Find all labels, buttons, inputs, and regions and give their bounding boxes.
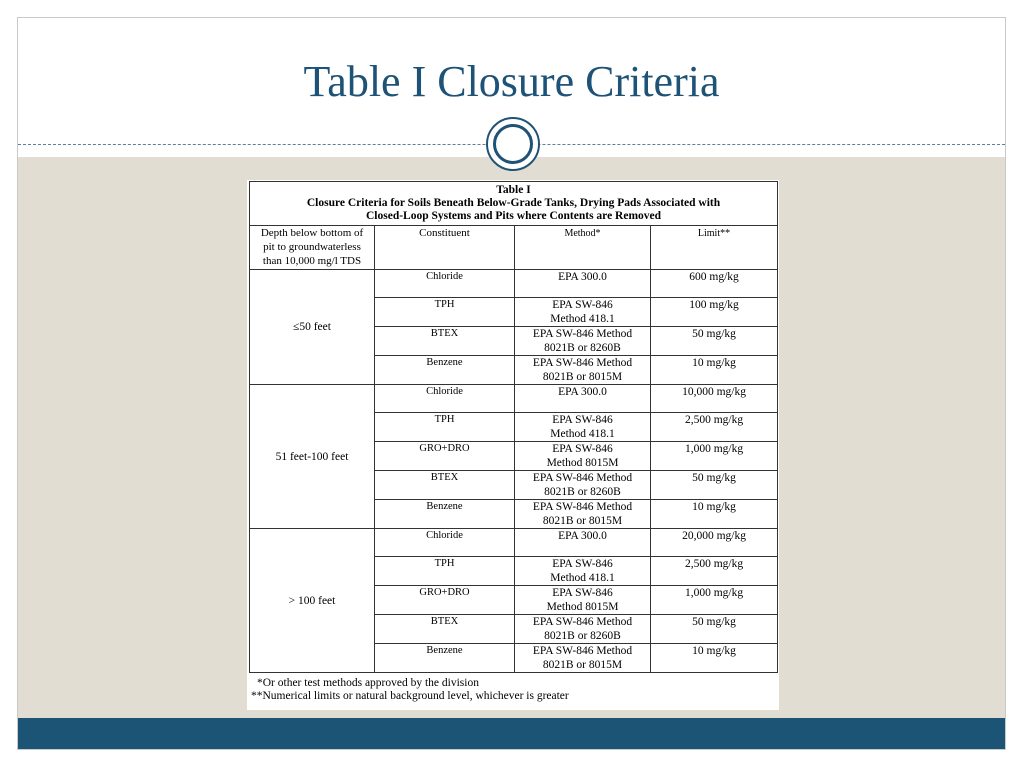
method-cell: EPA SW-846 Method 418.1 (515, 298, 651, 327)
method-cell: EPA SW-846 Method 8021B or 8015M (515, 356, 651, 385)
table-row (250, 385, 778, 413)
method-cell: EPA 300.0 (515, 385, 651, 413)
constituent-cell: TPH (375, 413, 515, 442)
limit-cell: 10,000 mg/kg (651, 385, 778, 413)
constituent-cell: Benzene (375, 356, 515, 385)
depth-cell: 51 feet-100 feet (250, 385, 375, 529)
limit-header: Limit** (651, 226, 778, 270)
constituent-header: Constituent (375, 226, 515, 270)
slide-title: Table I Closure Criteria (303, 57, 720, 106)
method-cell: EPA SW-846 Method 8021B or 8015M (515, 500, 651, 529)
constituent-cell: Chloride (375, 270, 515, 298)
limit-cell: 1,000 mg/kg (651, 442, 778, 471)
constituent-cell: Chloride (375, 529, 515, 557)
table-row (250, 529, 778, 557)
limit-cell: 20,000 mg/kg (651, 529, 778, 557)
constituent-cell: Benzene (375, 500, 515, 529)
method-cell: EPA SW-846 Method 8021B or 8260B (515, 471, 651, 500)
method-cell: EPA SW-846 Method 8015M (515, 442, 651, 471)
slide (17, 17, 1006, 750)
limit-cell: 50 mg/kg (651, 471, 778, 500)
table-row (250, 270, 778, 298)
limit-cell: 1,000 mg/kg (651, 586, 778, 615)
limit-cell: 600 mg/kg (651, 270, 778, 298)
limit-cell: 50 mg/kg (651, 615, 778, 644)
constituent-cell: TPH (375, 557, 515, 586)
constituent-cell: Benzene (375, 644, 515, 673)
table-image (247, 180, 779, 710)
divider-circle-ornament (486, 117, 540, 171)
method-cell: EPA 300.0 (515, 529, 651, 557)
depth-header: Depth below bottom of pit to groundwaterless than 10,000 mg/l TDS (250, 226, 375, 270)
method-cell: EPA SW-846 Method 418.1 (515, 557, 651, 586)
limit-cell: 2,500 mg/kg (651, 413, 778, 442)
constituent-cell: BTEX (375, 615, 515, 644)
limit-cell: 100 mg/kg (651, 298, 778, 327)
constituent-cell: GRO+DRO (375, 586, 515, 615)
footer-bar (18, 718, 1005, 750)
limit-cell: 10 mg/kg (651, 356, 778, 385)
footnote-method: *Or other test methods approved by the division (257, 677, 479, 689)
footnote-limit: **Numerical limits or natural background level, whichever is greater (251, 690, 569, 702)
constituent-cell: Chloride (375, 385, 515, 413)
method-cell: EPA SW-846 Method 418.1 (515, 413, 651, 442)
limit-cell: 10 mg/kg (651, 500, 778, 529)
depth-cell: > 100 feet (250, 529, 375, 673)
method-cell: EPA SW-846 Method 8021B or 8015M (515, 644, 651, 673)
constituent-cell: GRO+DRO (375, 442, 515, 471)
method-cell: EPA SW-846 Method 8021B or 8260B (515, 327, 651, 356)
table-footnotes (251, 677, 569, 703)
constituent-cell: BTEX (375, 471, 515, 500)
constituent-cell: TPH (375, 298, 515, 327)
constituent-cell: BTEX (375, 327, 515, 356)
method-header: Method* (515, 226, 651, 270)
depth-cell: ≤50 feet (250, 270, 375, 385)
limit-cell: 2,500 mg/kg (651, 557, 778, 586)
limit-cell: 50 mg/kg (651, 327, 778, 356)
table-caption: Table I Closure Criteria for Soils Beneath Below-Grade Tanks, Drying Pads Associated with Closed-Loop Systems and Pits where Contents are Removed (250, 182, 778, 226)
method-cell: EPA SW-846 Method 8015M (515, 586, 651, 615)
method-cell: EPA 300.0 (515, 270, 651, 298)
table-header-row (250, 226, 778, 270)
table-caption-row (250, 182, 778, 226)
limit-cell: 10 mg/kg (651, 644, 778, 673)
method-cell: EPA SW-846 Method 8021B or 8260B (515, 615, 651, 644)
closure-criteria-table (249, 181, 778, 673)
